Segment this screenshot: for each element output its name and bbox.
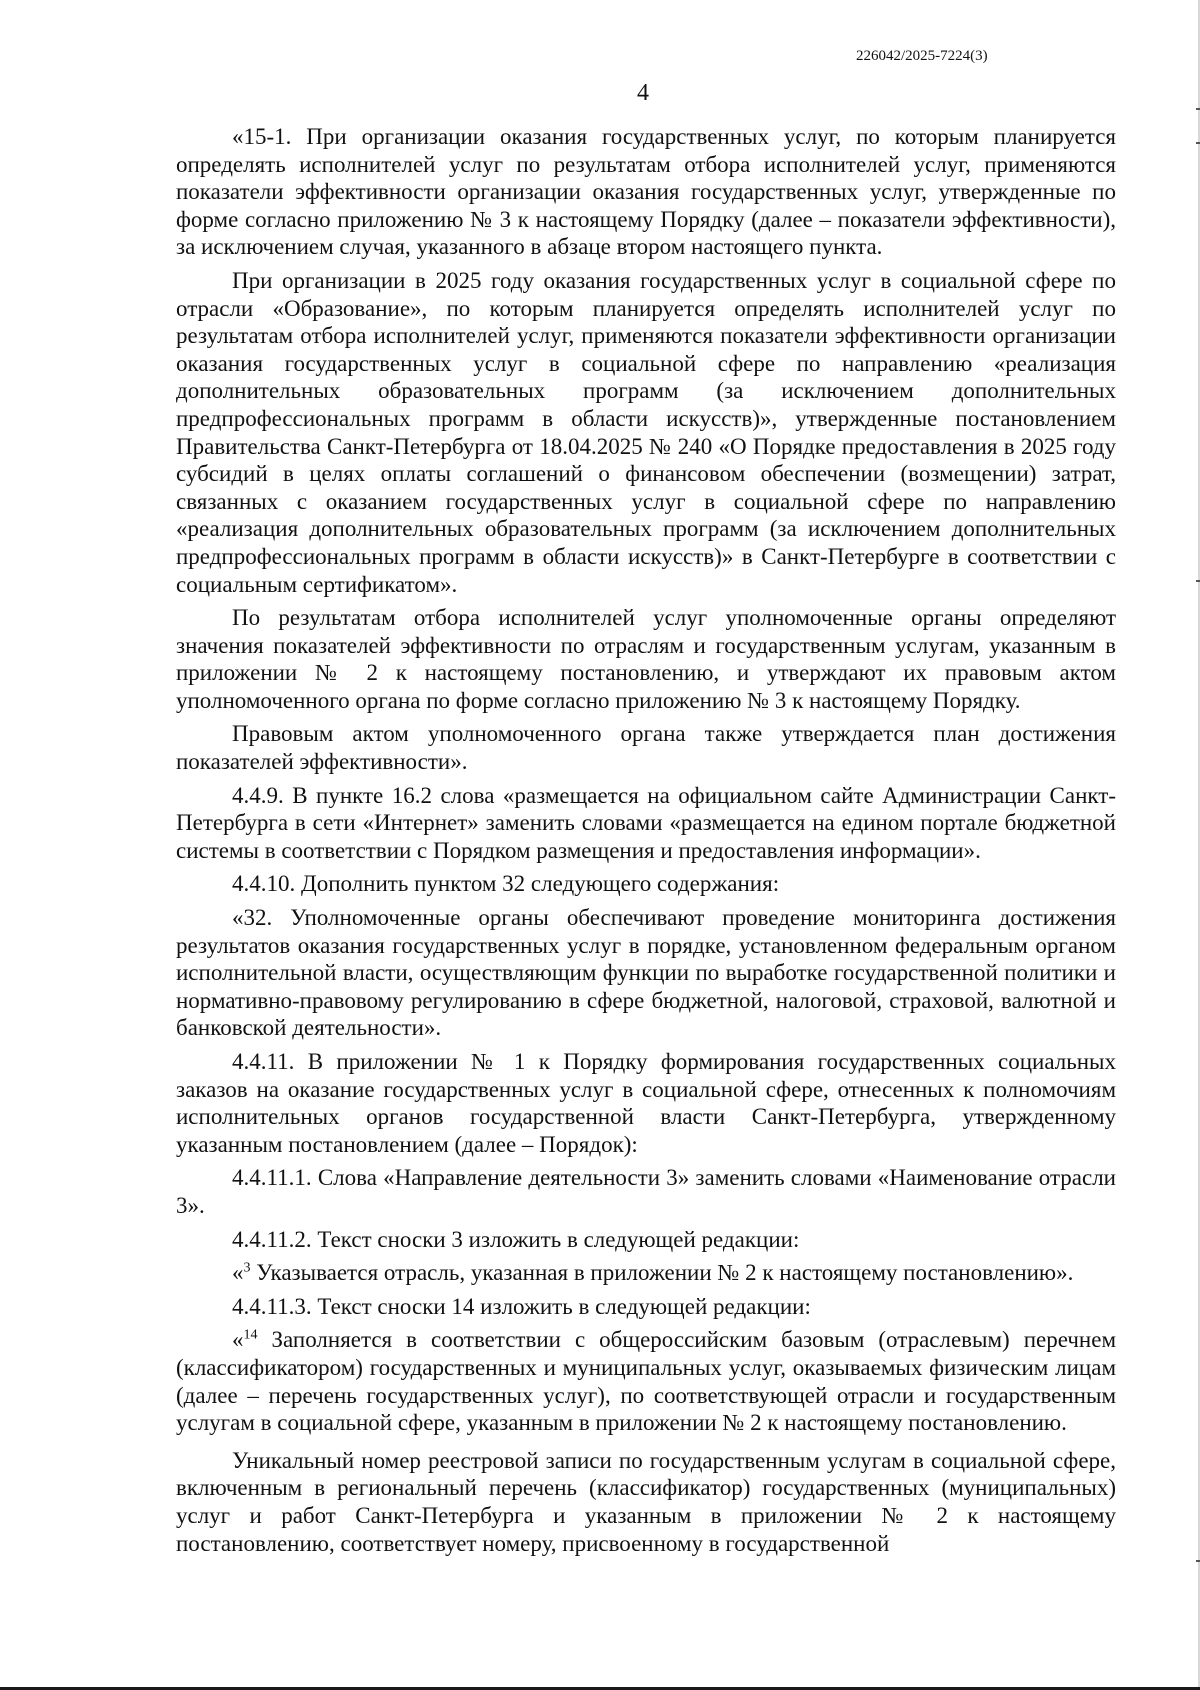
paragraph-4-4-11: 4.4.11. В приложении № 1 к Порядку формирования государственных социальных заказов на оказание государственных услуг в социальной сфере, отнесенных к полномочиям исполнительных органов государственной власти Санкт-Петербурга, утвержденному указанным постановлением (далее – Порядок): [176,1049,1116,1157]
footnote-marker-3: 3 [243,1260,251,1276]
paragraph-2025-education: При организации в 2025 году оказания государственных услуг в социальной сфере по отрасли «Образование», по которым планируется определять исполнителей услуг по результатам отбора исполнителей услуг, применяются показатели эффективности организации оказания государственных услуг в социальной сфере по направлению «реализация дополнительных образовательных программ (за исключением дополнительных предпрофессиональных программ в области искусств)», утвержденные постановлением Правительства Санкт-Петербурга от 18.04.2025 № 240 «О Порядке предоставления в 2025 году субсидий в целях оплаты соглашений о финансовом обеспечении (возмещении) затрат, связанных с оказанием государственных услуг в социальной сфере по направлению «реализация дополнительных образовательных программ (за исключением дополнительных предпрофессиональных программ в области искусств)» в Санкт-Петербурге в соответствии с социальным сертификатом». [176,267,1116,597]
quote-open: « [232,1260,244,1286]
paragraph-legal-act-plan: Правовым актом уполномоченного органа также утверждается план достижения показателей эффективности». [176,721,1116,775]
footnote-marker-14: 14 [243,1327,258,1343]
paragraph-4-4-10: 4.4.10. Дополнить пунктом 32 следующего содержания: [232,871,780,897]
paragraph-4-4-9: 4.4.9. В пункте 16.2 слова «размещается на официальном сайте Администрации Санкт-Петербурга в сети «Интернет» заменить словами «размещается на едином портале бюджетной системы в соответствии с Порядком размещения и предоставления информации». [176,782,1116,863]
document-body [176,123,1116,1557]
scan-mark [1196,142,1200,144]
page-number: 4 [637,80,649,106]
scan-mark [1196,580,1200,582]
scan-mark [1196,1560,1200,1562]
document-registration-number: 226042/2025-7224(3) [856,48,988,64]
paragraph-4-4-11-2: 4.4.11.2. Текст сноски 3 изложить в следующей редакции: [232,1226,800,1252]
paragraph-4-4-11-1: 4.4.11.1. Слова «Направление деятельности 3» заменить словами «Наименование отрасли 3». [176,1165,1116,1218]
paragraph-15-1: «15-1. При организации оказания государственных услуг, по которым планируется определять исполнителей услуг по результатам отбора исполнителей услуг, применяются показатели эффективности организации оказания государственных услуг, утвержденные по форме согласно приложению № 3 к настоящему Порядку (далее – показатели эффективности), за исключением случая, указанного в абзаце втором настоящего пункта. [176,124,1116,260]
scan-mark [1196,108,1200,110]
footnote-3-text: Указывается отрасль, указанная в приложении № 2 к настоящему постановлению». [250,1260,1074,1286]
paragraph-selection-results: По результатам отбора исполнителей услуг уполномоченные органы определяют значения показателей эффективности по отраслям и государственным услугам, указанным в приложении № 2 к настоящему постановлению, и утверждают их правовым актом уполномоченного органа по форме согласно приложению № 3 к настоящему Порядку. [176,605,1116,713]
paragraph-footnote-3 [176,1259,1116,1287]
paragraph-4-4-11-3: 4.4.11.3. Текст сноски 14 изложить в следующей редакции: [232,1293,811,1319]
paragraph-32-monitoring: «32. Уполномоченные органы обеспечивают проведение мониторинга достижения результатов оказания государственных услуг в порядке, установленном федеральным органом исполнительной власти, осуществляющим функции по выработке государственной политики и нормативно-правовому регулированию в сфере бюджетной, налоговой, страховой, валютной и банковской деятельности». [176,905,1116,1041]
paragraph-footnote-14 [176,1326,1116,1436]
footnote-14-text: Заполняется в соответствии с общероссийским базовым (отраслевым) перечнем (классификатором) государственных и муниципальных услуг, оказываемых физическим лицам (далее – перечень государственных услуг), по соответствующей отрасли и государственным услугам в социальной сфере, указанным в приложении № 2 к настоящему постановлению. [176,1327,1116,1436]
quote-open: « [232,1327,244,1353]
paragraph-registry-number: Уникальный номер реестровой записи по государственным услугам в социальной сфере, включенным в региональный перечень (классификатор) государственных (муниципальных) услуг и работ Санкт-Петербурга и указанным в приложении № 2 к настоящему постановлению, соответствует номеру, присвоенному в государственной [176,1447,1116,1556]
